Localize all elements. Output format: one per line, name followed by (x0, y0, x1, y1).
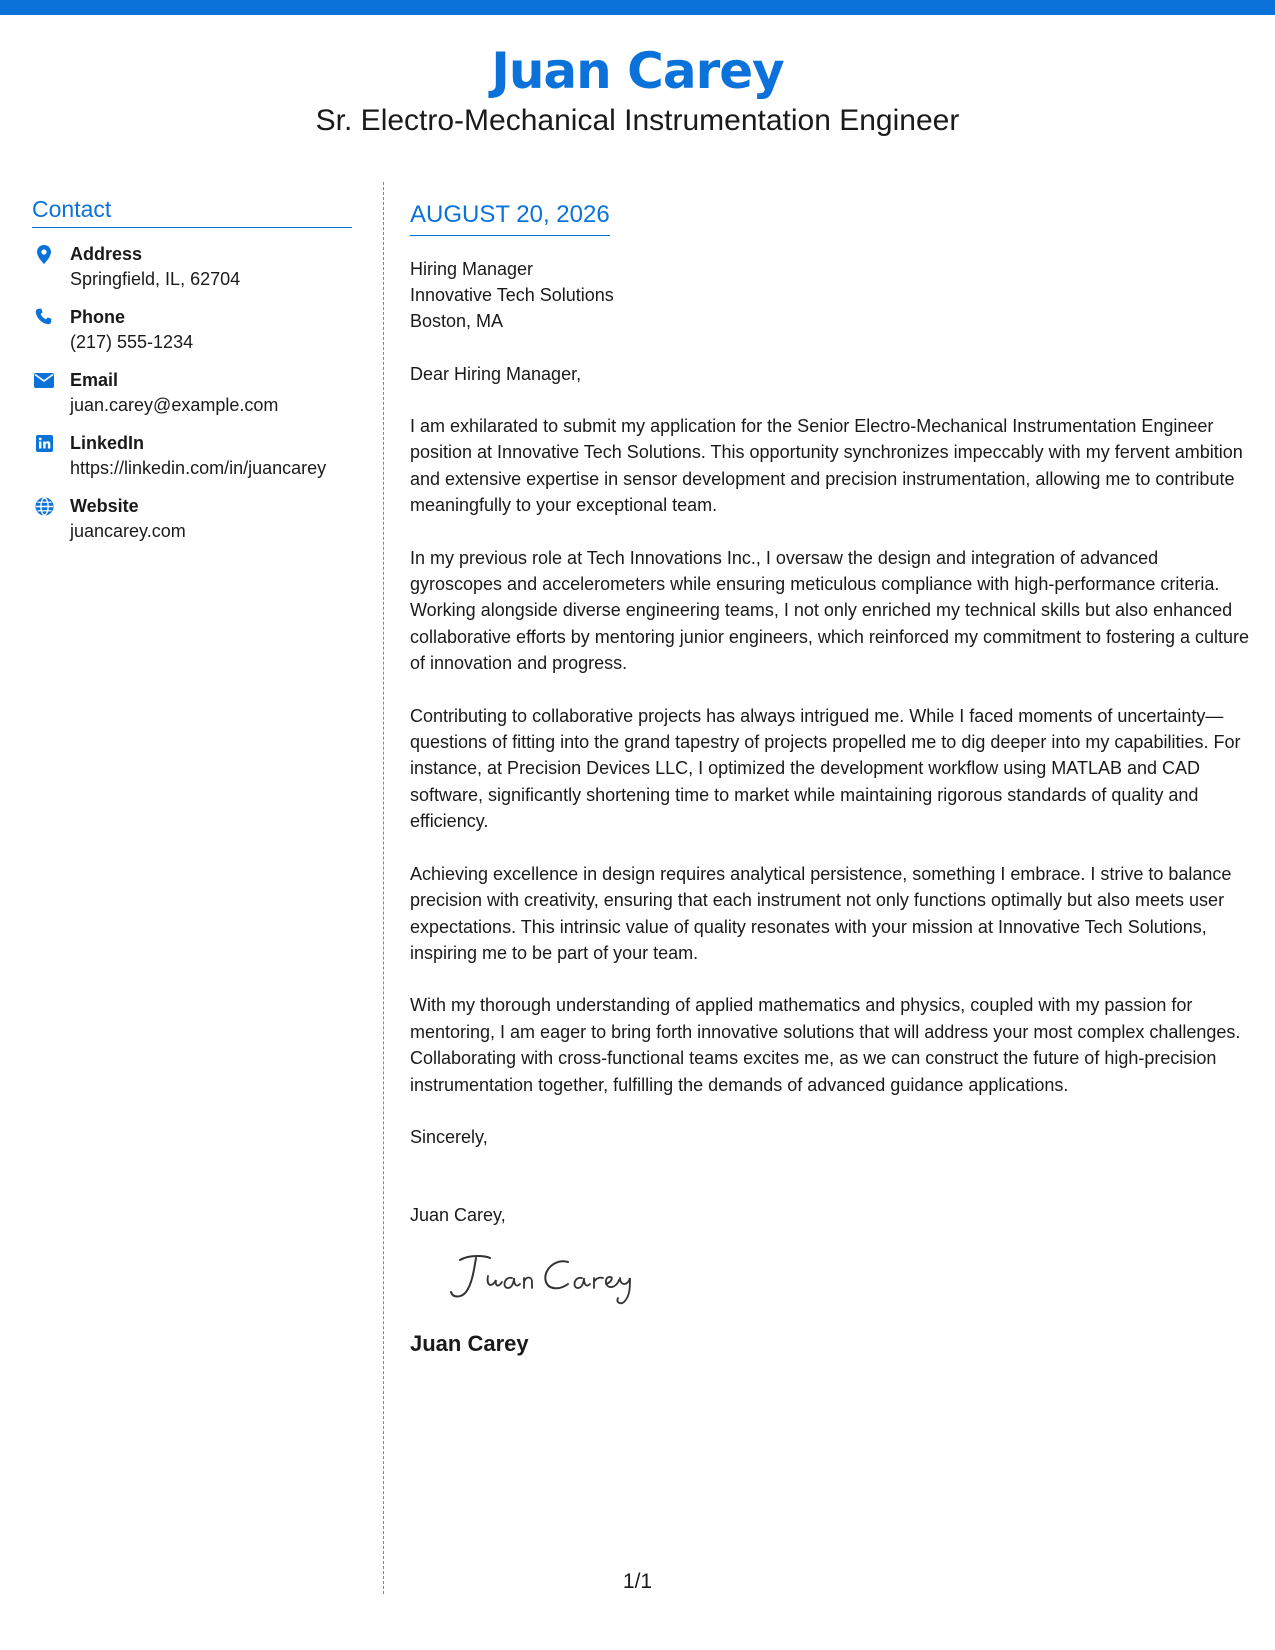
letter-paragraph: Achieving excellence in design requires analytical persistence, something I embrace. I strive to balance precision with creativity, ensuring that each instrument not only functions optimally but also meets user expectations. This intrinsic value of quality resonates with your mission at Innovative Tech Solutions, inspiring me to be part of your team. (410, 863, 1232, 963)
page-number: 1/1 (622, 1570, 653, 1593)
contact-list (32, 242, 352, 557)
recipient-line: Boston, MA (410, 311, 504, 331)
recipient-block (410, 256, 1255, 334)
phone-icon (34, 307, 54, 327)
contact-label: Email (70, 370, 119, 390)
letter-paragraph: With my thorough understanding of applied mathematics and physics, coupled with my passion for mentoring, I am eager to bring forth innovative solutions that will address your most complex challenges. Collaborating with cross-functional teams excites me, as we can construct the future of high-precision instrumentation together, fulfilling the demands of advanced guidance applications. (410, 995, 1241, 1095)
closing: Sincerely, (410, 1126, 488, 1147)
letter-paragraph: I am exhilarated to submit my application for the Senior Electro-Mechanical Instrumentation Engineer position at Innovative Tech Solutions. This opportunity synchronizes impeccably with my fervent ambition and extensive expertise in sensor development and precision instrumentation, allowing me to contribute meaningfully to your exceptional team. (410, 416, 1243, 516)
closing-name: Juan Carey, (410, 1204, 506, 1225)
letter-paragraph: In my previous role at Tech Innovations Inc., I oversaw the design and integration of advanced gyroscopes and accelerometers while ensuring meticulous compliance with high-performance criteria. Working alongside diverse engineering teams, I not only enriched my technical skills but also enhanced collaborative efforts by mentoring junior engineers, which reinforced my commitment to fostering a culture of innovation and progress. (410, 547, 1250, 674)
letter-date: AUGUST 20, 2026 (410, 200, 610, 236)
contact-value: juancarey.com (70, 521, 186, 541)
letter-body (410, 200, 1255, 1359)
contact-address (32, 242, 352, 305)
recipient-line: Innovative Tech Solutions (410, 285, 614, 305)
globe-icon (34, 496, 54, 516)
contact-sidebar (32, 194, 352, 557)
column-divider (383, 182, 384, 1594)
applicant-title: Sr. Electro-Mechanical Instrumentation Engineer (315, 104, 960, 137)
contact-label: LinkedIn (70, 433, 145, 453)
contact-website (32, 494, 352, 557)
map-pin-icon (34, 244, 54, 264)
handwritten-signature (446, 1250, 646, 1306)
letter-paragraph: Contributing to collaborative projects has always intrigued me. While I faced moments of uncertainty—questions of fitting into the grand tapestry of projects propelled me to dig deeper into my capabilities. For instance, at Precision Devices LLC, I optimized the development workflow using MATLAB and CAD software, significantly shortening time to market while maintaining rigorous standards of quality and efficiency. (410, 705, 1241, 832)
contact-label: Phone (70, 307, 126, 327)
applicant-name: Juan Carey (491, 42, 784, 100)
contact-value: https://linkedin.com/in/juancarey (70, 458, 327, 478)
contact-label: Website (70, 496, 139, 516)
contact-phone (32, 305, 352, 368)
contact-value: Springfield, IL, 62704 (70, 269, 241, 289)
contact-value: juan.carey@example.com (70, 395, 279, 415)
resume-header (0, 40, 1275, 140)
signed-name: Juan Carey (410, 1330, 529, 1356)
recipient-line: Hiring Manager (410, 259, 534, 279)
envelope-icon (34, 370, 54, 390)
contact-linkedin (32, 431, 352, 494)
contact-value: (217) 555-1234 (70, 332, 194, 352)
contact-heading: Contact (32, 194, 352, 228)
linkedin-icon (34, 433, 54, 453)
salutation: Dear Hiring Manager, (410, 364, 582, 384)
contact-email (32, 368, 352, 431)
contact-label: Address (70, 244, 143, 264)
top-accent-bar (0, 0, 1275, 15)
